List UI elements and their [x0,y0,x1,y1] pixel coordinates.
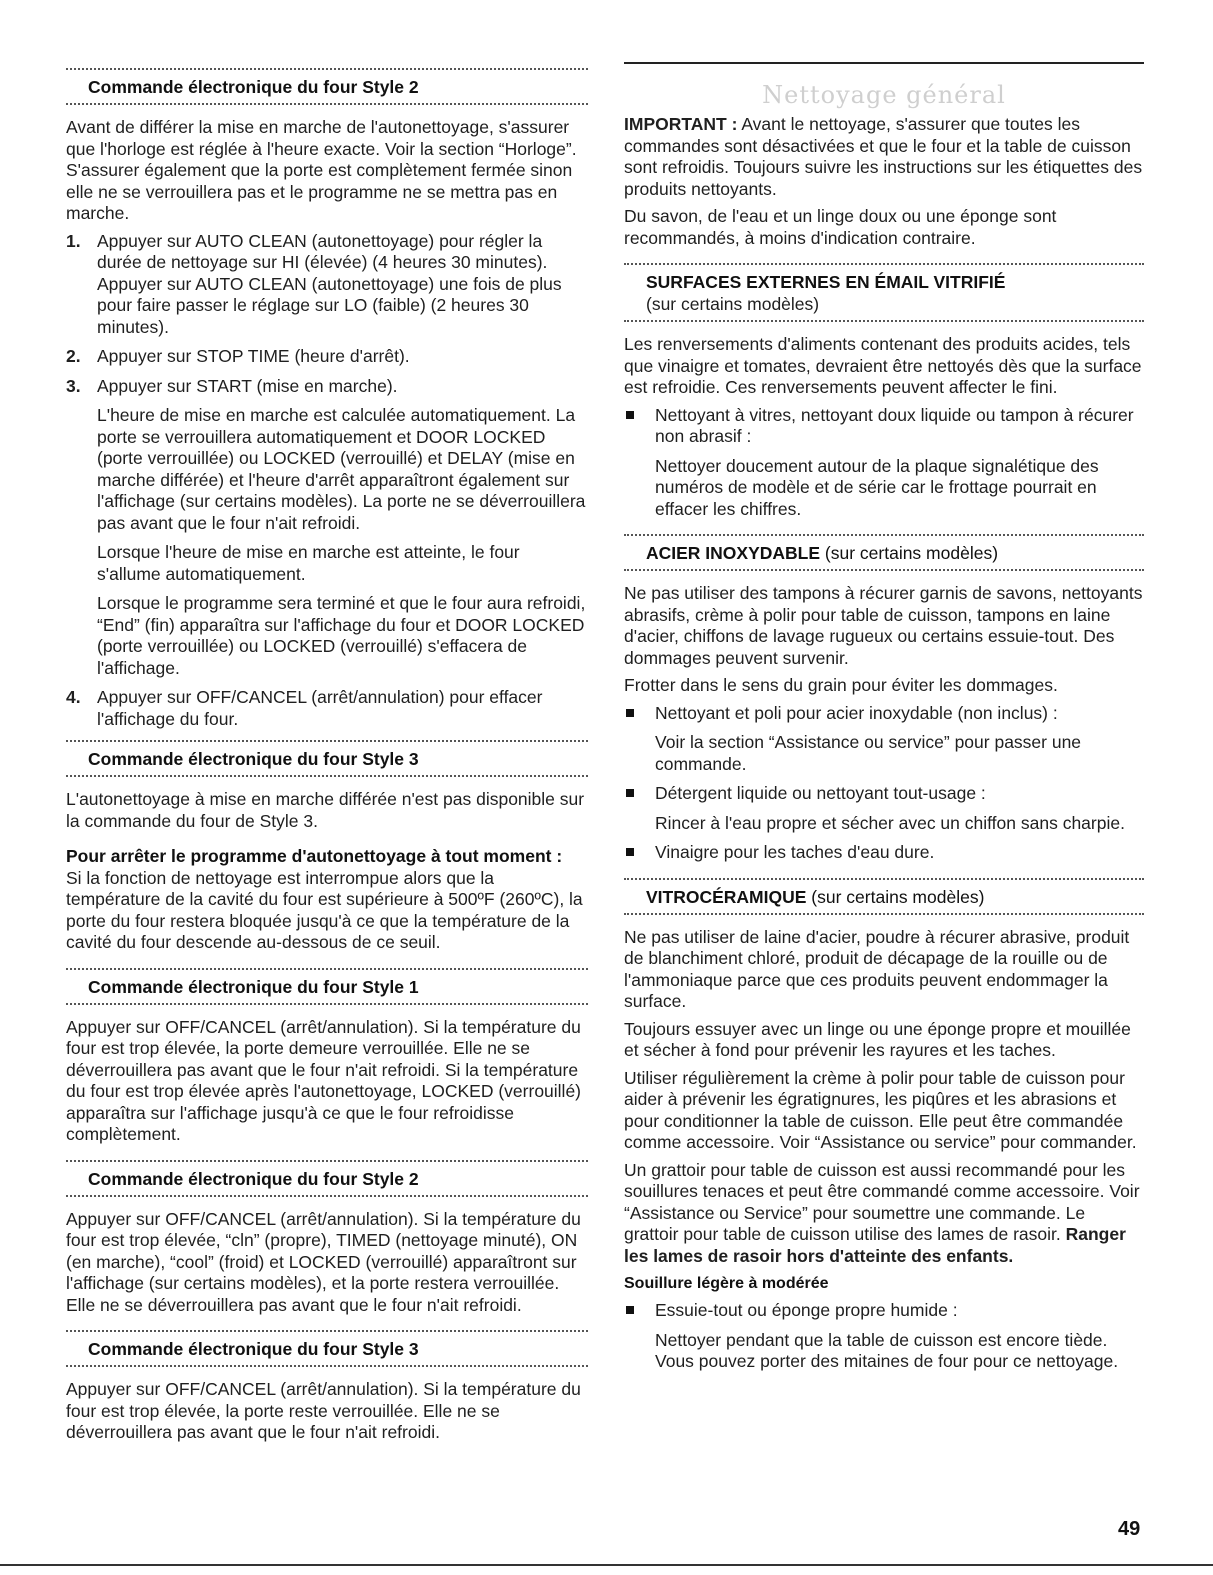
page-title: Nettoyage général [762,81,1006,109]
right-column [624,62,1144,1381]
step-item [66,346,588,368]
step-text: Appuyer sur STOP TIME (heure d'arrêt). [97,346,410,366]
step-item [66,231,588,339]
dotted-rule [66,68,588,70]
bullet-list [624,1300,1144,1373]
sub-heading: Souillure légère à modérée [624,1275,829,1292]
step-number: 3. [66,375,81,396]
paragraph: Utiliser régulièrement la crème à polir pour table de cuisson pour aider à prévenir les égratignures, les piqûres et les abrasions et pour conditionner la table de cuisson. Elle peut être commandée comme accessoire. Voir “Assistance ou service” pour commander. [624,1067,1137,1152]
step-text: Lorsque l'heure de mise en marche est atteinte, le four s'allume automatiquement. [97,542,520,584]
paragraph: Appuyer sur OFF/CANCEL (arrêt/annulation). Si la température du four est trop élevée, la porte reste verrouillée. Elle ne se déverrouillera pas avant que le four n'ait refroidi. [66,1379,581,1442]
section-title-light: (sur certains modèles) [806,886,985,907]
paragraph [624,1160,1144,1268]
bullet-text: Rincer à l'eau propre et sécher avec un chiffon sans charpie. [655,812,1125,833]
step-number: 4. [66,687,81,707]
dotted-rule [66,1003,588,1005]
paragraph: Frotter dans le sens du grain pour éviter les dommages. [624,675,1058,695]
paragraph: Les renversements d'aliments contenant des produits acides, tels que vinaigre et tomates, devraient être nettoyés dès que la surface est refroidie. Ces renversements peuvent affecter le fini. [624,334,1142,397]
dotted-rule [624,878,1144,880]
section-header-vitro [624,878,1144,915]
step-text: Appuyer sur OFF/CANCEL (arrêt/annulation) pour effacer l'affichage du four. [97,687,543,729]
dotted-rule [624,913,1144,915]
bottom-rule [0,1564,1213,1566]
step-text: Appuyer sur START (mise en marche). [97,375,398,396]
bullet-text: Nettoyant et poli pour acier inoxydable (non inclus) : [655,702,1058,723]
bullet-list [624,405,1144,521]
section-title: SURFACES EXTERNES EN ÉMAIL VITRIFIÉ [646,272,1006,292]
paragraph: L'autonettoyage à mise en marche différée n'est pas disponible sur la commande du four de Style 3. [66,789,585,831]
important-text: Avant le nettoyage, s'assurer que toutes les commandes sont désactivées et que le four et la table de cuisson sont refroidis. Toujours suivre les instructions sur les étiquettes des produits nettoyants. [624,114,1143,199]
intro-paragraph: Avant de différer la mise en marche de l'autonettoyage, s'assurer que l'horloge est réglée à l'heure exacte. Voir la section “Horloge”. S'assurer également que la porte est complètement fermée sinon elle ne se verrouillera pas et le programme ne se mettra pas en marche. [66,117,577,223]
bullet-square-icon [626,848,634,856]
paragraph: Si la fonction de nettoyage est interrompue alors que la température de la cavité du four est supérieure à 500ºF (260ºC), la porte du four restera bloquée jusqu'à ce que la température de la cavité du four descende au-dessous de ce seuil. [66,867,583,952]
section-header-style2b [66,1160,588,1197]
paragraph: Ne pas utiliser des tampons à récurer garnis de savons, nettoyants abrasifs, crème à polir pour table de cuisson, tampons en laine d'acier, chiffons de lavage rugueux ou certains essuie-tout. Des dommages peuvent survenir. [624,583,1143,668]
dotted-rule [66,1195,588,1197]
bullet-text: Voir la section “Assistance ou service” pour passer une commande. [655,732,1082,774]
paragraph: Appuyer sur OFF/CANCEL (arrêt/annulation). Si la température du four est trop élevée, “cln” (propre), TIMED (nettoyage minuté), ON (en marche), “cool” (froid) et LOCKED (verrouillé) apparaîtront sur l'affichage (sur certains modèles), et la porte restera verrouillée. Elle ne se déverrouillera pas avant que le four n'ait refroidi. [66,1208,581,1315]
step-text: L'heure de mise en marche est calculée automatiquement. La porte se verrouillera automatiquement et DOOR LOCKED (porte verrouillée) ou LOCKED (verrouillé) et DELAY (mise en marche différée) et l'heure d'arrêt apparaîtront également sur l'affichage (sur certains modèles). La porte ne se déverrouillera pas avant que le four n'ait refroidi. [97,405,586,533]
section-header-style2 [66,68,588,105]
dotted-rule [624,534,1144,536]
dotted-rule [624,320,1144,322]
bullet-list [624,703,1144,864]
dotted-rule [66,103,588,105]
bullet-text: Vinaigre pour les taches d'eau dure. [655,842,935,862]
section-title-bold: ACIER INOXYDABLE [646,543,821,563]
section-subtitle: (sur certains modèles) [646,294,820,314]
step-number: 1. [66,230,81,251]
step-text: Lorsque le programme sera terminé et que le four aura refroidi, “End” (fin) apparaîtra sur l'affichage du four et DOOR LOCKED (porte verrouillée) ou LOCKED (verrouillé) s'effacera de l'affichage. [97,593,586,678]
top-rule [624,62,1144,64]
stop-heading: Pour arrêter le programme d'autonettoyage à tout moment : [66,846,563,866]
left-column [66,62,588,1450]
step-item [66,687,588,730]
bullet-item [624,842,1144,864]
section-header-style1 [66,968,588,1005]
bullet-item [624,703,1144,776]
step-number: 2. [66,346,81,366]
section-title: Commande électronique du four Style 1 [88,976,419,997]
bullet-square-icon [626,1306,634,1314]
section-title: Commande électronique du four Style 2 [88,1168,419,1189]
steps-list [66,231,588,731]
dotted-rule [624,569,1144,571]
dotted-rule [66,968,588,970]
bullet-item [624,1300,1144,1373]
section-title-bold: VITROCÉRAMIQUE [646,886,807,907]
paragraph: Appuyer sur OFF/CANCEL (arrêt/annulation). Si la température du four est trop élevée, la porte demeure verrouillée. Elle ne se déverrouillera pas avant que le four n'ait refroidi. Si la température du four est trop élevée après l'autonettoyage, LOCKED (verrouillé) apparaîtra sur l'affichage jusqu'à ce que le four refroidisse complètement. [66,1016,582,1144]
step-text: Appuyer sur AUTO CLEAN (autonettoyage) pour régler la durée de nettoyage sur HI (élevée) (4 heures 30 minutes). Appuyer sur AUTO CLEAN (autonettoyage) une fois de plus pour faire passer le réglage sur LO (faible) (2 heures 30 minutes). [97,230,562,337]
step-item [66,376,588,680]
dotted-rule [66,1160,588,1162]
section-title-light: (sur certains modèles) [820,543,999,563]
bullet-text: Nettoyer doucement autour de la plaque signalétique des numéros de modèle et de série car le frottage pourrait en effacer les chiffres. [655,455,1099,519]
section-header-inox [624,534,1144,571]
bullet-square-icon [626,411,634,419]
dotted-rule [66,1330,588,1332]
bullet-text: Nettoyant à vitres, nettoyant doux liquide ou tampon à récurer non abrasif : [655,404,1134,446]
bullet-text: Essuie-tout ou éponge propre humide : [655,1300,958,1320]
section-title: Commande électronique du four Style 3 [88,749,419,769]
dotted-rule [624,263,1144,265]
page-number: 49 [1118,1518,1141,1540]
paragraph: Toujours essuyer avec un linge ou une éponge propre et mouillée et sécher à fond pour prévenir les rayures et les taches. [624,1018,1131,1060]
paragraph: Ne pas utiliser de laine d'acier, poudre à récurer abrasive, produit de blanchiment chloré, produit de décapage de la rouille ou de l'ammoniaque parce que ces produits peuvent endommager la surface. [624,926,1130,1011]
section-title: Commande électronique du four Style 3 [88,1339,419,1359]
bullet-text: Nettoyer pendant que la table de cuisson est encore tiède. Vous pouvez porter des mitaines de four pour ce nettoyage. [655,1329,1119,1371]
dotted-rule [66,1365,588,1367]
dotted-rule [66,775,588,777]
section-header-style3b [66,1330,588,1367]
bullet-square-icon [626,709,634,717]
dotted-rule [66,740,588,742]
section-title [624,542,1144,564]
section-header-email [624,263,1144,322]
section-title: Commande électronique du four Style 2 [88,77,419,97]
bullet-item [624,405,1144,521]
section-header-style3 [66,740,588,777]
important-label: IMPORTANT : [624,114,738,134]
warning-text: Ranger les lames de rasoir hors d'atteinte des enfants. [624,1224,1126,1266]
important-paragraph [624,114,1144,200]
section-title [624,886,1144,908]
bullet-square-icon [626,789,634,797]
paragraph: Du savon, de l'eau et un linge doux ou une éponge sont recommandés, à moins d'indication contraire. [624,206,1057,248]
bullet-item [624,783,1144,834]
paragraph-text: Un grattoir pour table de cuisson est aussi recommandé pour les souillures tenaces et peut être commandé comme accessoire. Voir “Assistance ou Service” pour soumettre une commande. Le grattoir pour table de cuisson utilise des lames de rasoir. [624,1159,1140,1244]
bullet-text: Détergent liquide ou nettoyant tout-usage : [655,783,986,803]
